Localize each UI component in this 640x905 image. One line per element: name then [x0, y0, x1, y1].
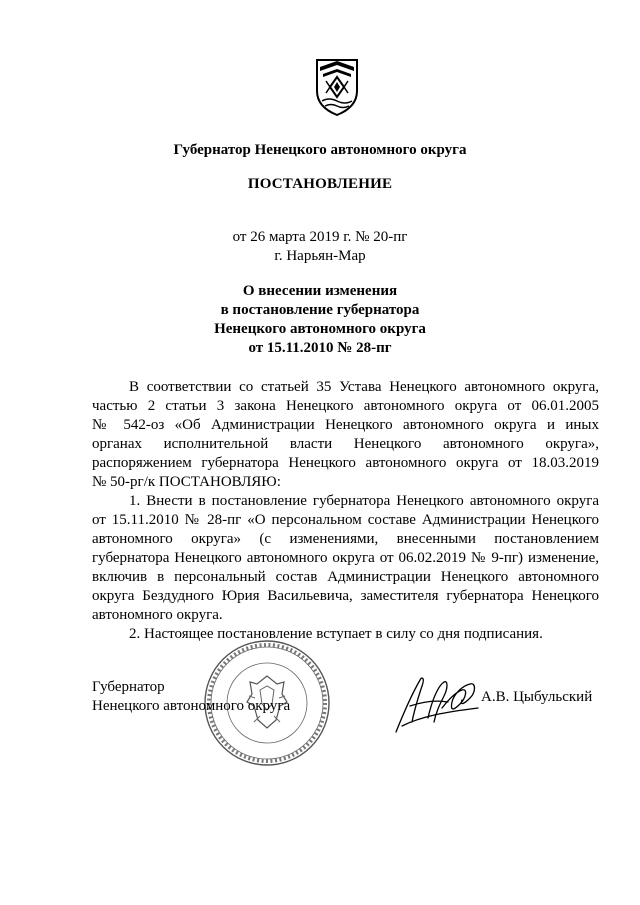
text-line: губернатора Ненецкого автономного округа от 06.02.2019 № 9-пг) изменение,: [92, 550, 599, 566]
text-line: В соответствии со статьей 35 Устава Ненецкого автономного округа,: [129, 379, 599, 395]
item-1-paragraph: [92, 492, 599, 625]
text-line: 2. Настоящее постановление вступает в силу со дня подписания.: [129, 626, 543, 642]
text-line: частью 2 статьи 3 закона Ненецкого автономного округа от 06.01.2005: [92, 398, 599, 414]
text-line: округа Бездудного Юрия Васильевича, заместителя губернатора Ненецкого: [92, 588, 599, 604]
text-line: включив в персональный состав Администрации Ненецкого автономного: [92, 569, 599, 585]
preamble-paragraph: [92, 378, 599, 492]
subject-line: в постановление губернатора: [220, 302, 420, 318]
text-line: распоряжением губернатора Ненецкого автономного округа от 18.03.2019: [92, 455, 599, 471]
text-line: автономного округа» (с изменениями, внесенными постановлением: [92, 531, 599, 547]
subject-line: от 15.11.2010 № 28-пг: [248, 340, 392, 356]
position-line: Губернатор: [92, 679, 165, 695]
document-type: ПОСТАНОВЛЕНИЕ: [247, 176, 393, 192]
text-line: № 50-рг/к ПОСТАНОВЛЯЮ:: [92, 474, 281, 490]
signatory-position: [92, 678, 290, 716]
subject-line: О внесении изменения: [242, 283, 398, 299]
document-city: г. Нарьян-Мар: [274, 248, 366, 264]
signatory-name: А.В. Цыбульский: [481, 689, 593, 705]
item-2-paragraph: [92, 625, 599, 644]
document-body: [92, 378, 599, 644]
nao-coat-of-arms-icon: [314, 57, 360, 117]
text-line: № 542-оз «Об Администрации Ненецкого автономного округа и иных: [92, 417, 599, 433]
text-line: от 15.11.2010 № 28-пг «О персональном составе Администрации Ненецкого: [92, 512, 599, 528]
text-line: 1. Внести в постановление губернатора Ненецкого автономного округа: [129, 493, 599, 509]
handwritten-signature-icon: [392, 672, 482, 738]
document-date-number: от 26 марта 2019 г. № 20-пг: [232, 229, 408, 245]
document-subject: [0, 282, 640, 358]
authority-title: Губернатор Ненецкого автономного округа: [173, 142, 467, 158]
position-line: Ненецкого автономного округа: [92, 698, 291, 714]
text-line: органах исполнительной власти Ненецкого автономного округа»,: [92, 436, 599, 452]
subject-line: Ненецкого автономного округа: [214, 321, 426, 337]
text-line: автономного округа.: [92, 607, 223, 623]
